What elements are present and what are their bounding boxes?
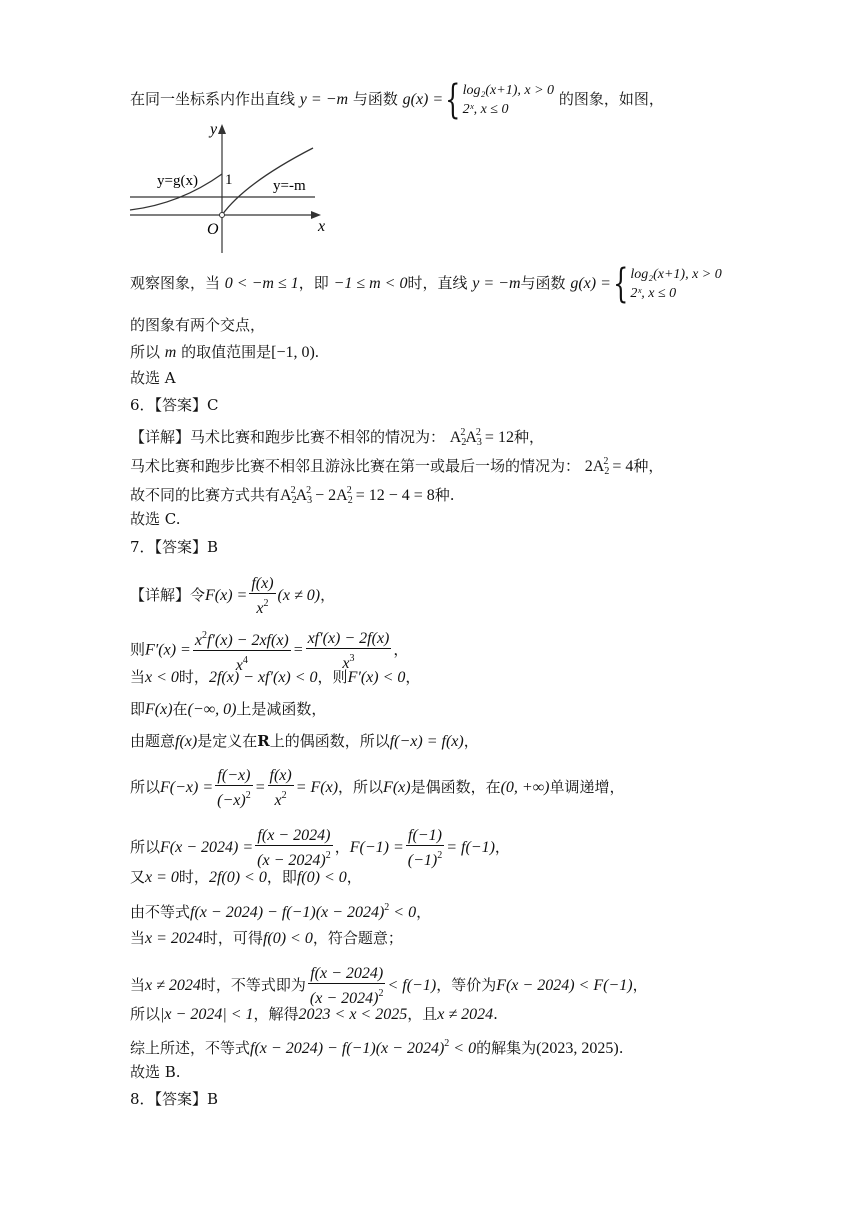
- q7-detail-1: 【详解】令F(x) = $\frac{f(x)}{x^2}$ (x ≠ 0)，: [130, 575, 336, 617]
- brace: {: [445, 77, 461, 123]
- q6-detail-3: 故不同的比赛方式共有$A_2^2A_3^2 - 2A_2^2 = 12 - 4 = 8$种.: [130, 485, 455, 506]
- x-label: x: [318, 218, 326, 235]
- para-2: [130, 261, 722, 307]
- math: −1 ≤ m < 0: [333, 275, 408, 292]
- q7-detail-6: 所以F(−x) = $\frac{f(-x)}{(-x)^2}$ = $\frac{f(x)}{x^2}$ = F(x)，所以F(x)是偶函数，在(0, +∞)单调递增，: [130, 767, 625, 809]
- q7-detail-11: 当x ≠ 2024时，不等式即为 $\frac{f(x - 2024)}{(x - 2024)^2}$ < f(−1)，等价为F(x − 2024) < F(−1)，: [130, 965, 648, 1007]
- math: y = −m: [472, 275, 521, 292]
- q6-detail-2: 马术比赛和跑步比赛不相邻且游泳比赛在第一或最后一场的情况为： $2A_2^2 = 4$种，: [130, 456, 664, 477]
- one-label: 1: [225, 172, 233, 188]
- text: 的图象，如图，: [558, 90, 664, 108]
- q7-detail-7: 所以F(x − 2024) = $\frac{f(x - 2024)}{(x - 2024)^2}$ ，F(−1) = $\frac{f(-1)}{(-1)^2}$ = f(−1)，: [130, 827, 510, 869]
- text: 时，直线: [407, 274, 468, 292]
- text: 与函数: [352, 90, 398, 108]
- para-1: [130, 77, 664, 123]
- open-point: [220, 213, 225, 218]
- math-g: g(x) =: [570, 275, 611, 292]
- y-axis-arrow: [218, 124, 226, 134]
- math: 0 < −m ≤ 1: [224, 275, 299, 292]
- para-3: 的图象有两个交点，: [130, 316, 266, 334]
- para-4: 所以 m 的取值范围是[−1, 0).: [130, 343, 319, 361]
- q7-detail-13: 综上所述，不等式$f(x - 2024) - f(-1)(x - 2024)^2 < 0$的解集为(2023, 2025).: [130, 1038, 624, 1057]
- q7-detail-3: 当x < 0时，2f(x) − xf′(x) < 0，则F′(x) < 0，: [130, 668, 421, 686]
- math-line: y = −m: [299, 91, 349, 108]
- q7-detail-10: 当x = 2024时，可得f(0) < 0，符合题意；: [130, 929, 403, 947]
- q6-detail-4: 故选 C.: [130, 510, 181, 528]
- q7-answer: 7．【答案】B: [130, 538, 219, 556]
- q7-detail-2: 则F′(x) = $\frac{x^2f'(x) - 2xf(x)}{x^4}$ = $\frac{xf'(x) - 2f(x)}{x^3}$ ，: [130, 626, 408, 675]
- text: 在同一坐标系内作出直线: [130, 90, 296, 108]
- text: ，即: [298, 274, 329, 292]
- q6-detail-1: 【详解】马术比赛和跑步比赛不相邻的情况为： $A_2^2A_3^2 = 12$种，: [130, 427, 544, 448]
- brace: {: [612, 261, 629, 307]
- g-label: y=g(x): [157, 173, 198, 189]
- q7-detail-8: 又x = 0时，2f(0) < 0，即f(0) < 0，: [130, 868, 362, 886]
- q8-answer: 8．【答案】B: [130, 1090, 219, 1108]
- piecewise: log₂(x+1), x > 0 2ˣ, x ≤ 0: [630, 267, 722, 301]
- origin-label: O: [207, 221, 219, 238]
- q7-detail-12: 所以|x − 2024| < 1，解得2023 < x < 2025，且x ≠ 2024.: [130, 1005, 498, 1023]
- text: 与函数: [520, 274, 566, 292]
- para-5: 故选 A: [130, 369, 176, 387]
- q7-detail-9: 由不等式$f(x - 2024) - f(-1)(x - 2024)^2 < 0$，: [130, 902, 432, 921]
- math-g: g(x) =: [402, 91, 444, 108]
- q7-detail-5: 由题意f(x)是定义在R上的偶函数，所以f(−x) = f(x)，: [130, 732, 479, 750]
- q6-answer: 6．【答案】C: [130, 396, 219, 414]
- y-label: y: [210, 121, 218, 138]
- q7-detail-14: 故选 B.: [130, 1063, 181, 1081]
- piecewise: log₂(x+1), x > 0 2ˣ, x ≤ 0: [462, 83, 555, 117]
- line-label: y=-m: [273, 178, 306, 194]
- function-graph: [125, 118, 335, 258]
- q7-detail-4: 即F(x)在(−∞, 0)上是减函数，: [130, 700, 327, 718]
- text: 观察图象，当: [130, 274, 221, 292]
